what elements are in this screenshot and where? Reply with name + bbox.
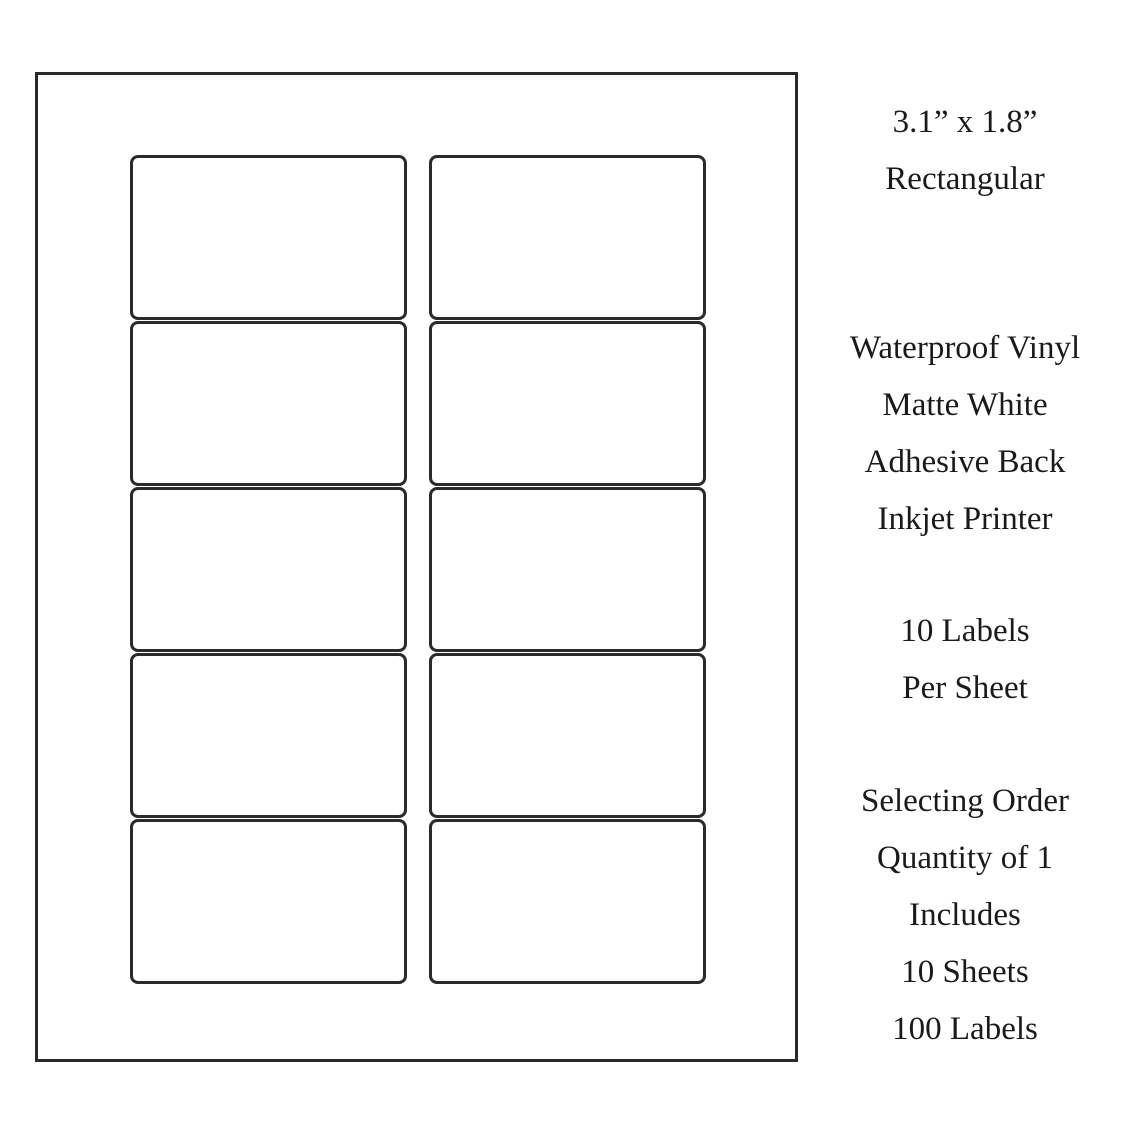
- label-r1-c1: [130, 155, 407, 320]
- size-shape: Rectangular: [885, 161, 1045, 197]
- order-heading: Selecting Order: [860, 783, 1069, 819]
- labels-count: 10 Labels: [900, 613, 1030, 649]
- label-r2-c1: [130, 321, 407, 486]
- material-finish: Matte White: [882, 387, 1048, 423]
- material-spec: [820, 320, 1110, 548]
- label-r2-c2: [429, 321, 706, 486]
- label-r5-c1: [130, 819, 407, 984]
- labels-per-sheet: Per Sheet: [902, 670, 1028, 706]
- label-sheet: [35, 72, 798, 1062]
- label-r3-c1: [130, 487, 407, 652]
- order-quantity: Quantity of 1: [877, 840, 1053, 876]
- order-labels: 100 Labels: [892, 1011, 1038, 1047]
- order-includes: Includes: [909, 897, 1021, 933]
- size-spec: [820, 94, 1110, 208]
- size-dimensions: 3.1” x 1.8”: [892, 104, 1038, 140]
- order-sheets: 10 Sheets: [901, 954, 1029, 990]
- material-type: Waterproof Vinyl: [849, 330, 1081, 366]
- label-r5-c2: [429, 819, 706, 984]
- count-spec: [820, 603, 1110, 717]
- material-backing: Adhesive Back: [864, 444, 1066, 480]
- label-r3-c2: [429, 487, 706, 652]
- label-r4-c2: [429, 653, 706, 818]
- order-spec: [820, 773, 1110, 1058]
- label-r4-c1: [130, 653, 407, 818]
- material-printer: Inkjet Printer: [877, 501, 1053, 537]
- label-r1-c2: [429, 155, 706, 320]
